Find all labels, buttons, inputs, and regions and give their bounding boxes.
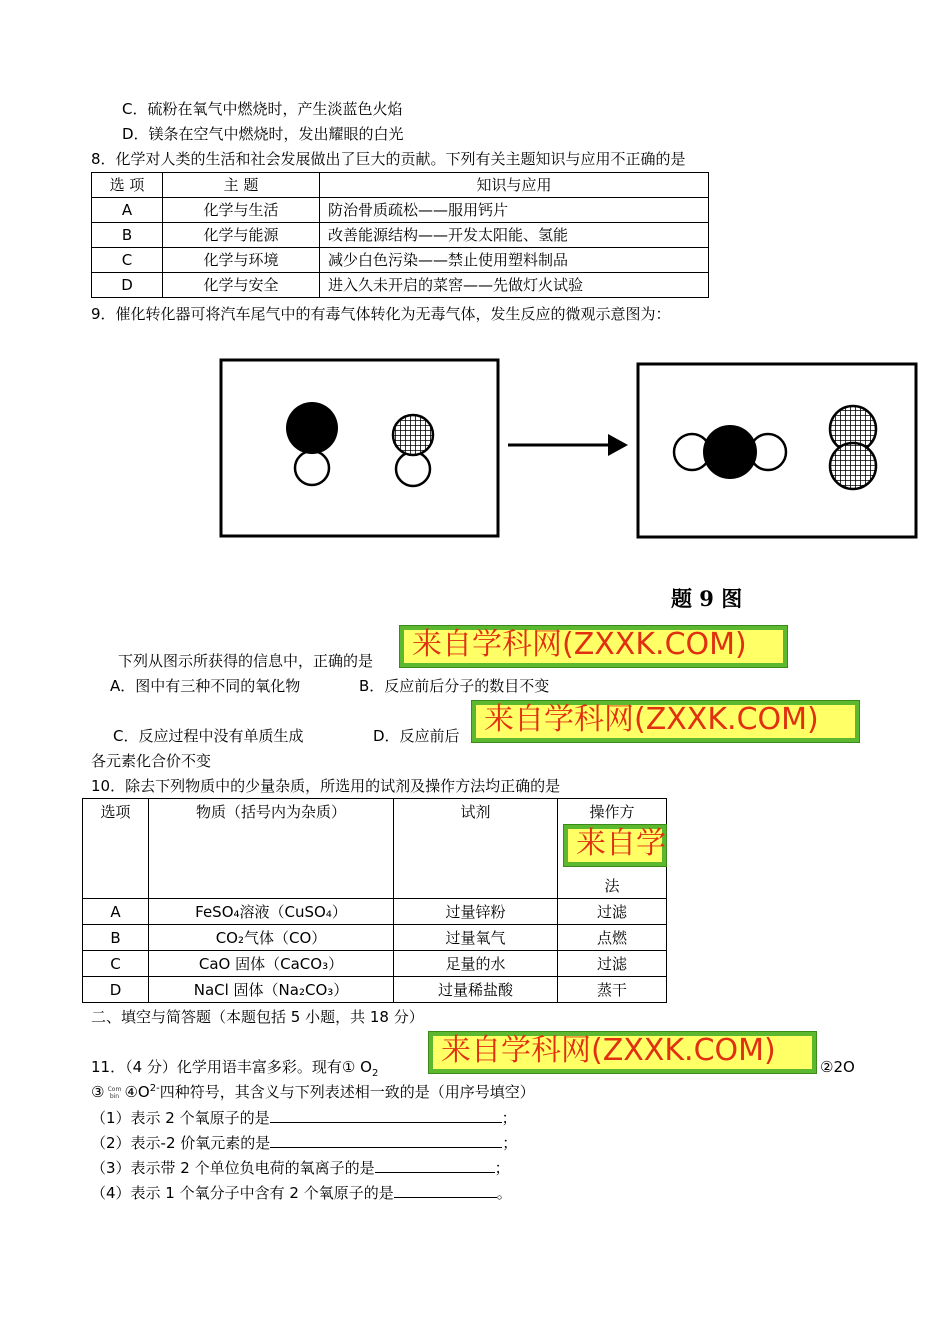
table-row xyxy=(83,925,667,951)
q10-header-operation-line1: 操作方 xyxy=(589,803,635,821)
q11-item-end: ； xyxy=(502,1134,518,1152)
table-row xyxy=(83,951,667,977)
q9-option-b: B．反应前后分子的数目不变 xyxy=(359,677,550,695)
q8-cell: C xyxy=(92,248,163,273)
answer-blank[interactable] xyxy=(394,1182,497,1198)
q10-cell: 足量的水 xyxy=(394,951,558,977)
table-row xyxy=(92,198,709,223)
q11-item-text: （3）表示带 2 个单位负电荷的氧离子的是 xyxy=(91,1159,375,1177)
q11-item-end: ； xyxy=(494,1159,510,1177)
watermark-text: 来自学科网(ZXXK.COM) xyxy=(476,705,855,738)
q10-cell: 过滤 xyxy=(558,951,667,977)
q11-item-text: （1）表示 2 个氧原子的是 xyxy=(91,1109,270,1127)
grid-atom xyxy=(393,415,433,455)
q9-option-d-continued: 各元素化合价不变 xyxy=(91,752,212,770)
watermark-text: 来自学科网(ZXXK.COM) xyxy=(404,630,783,663)
q11-item-text: （2）表示-2 价氧元素的是 xyxy=(91,1134,271,1152)
q8-header-knowledge: 知识与应用 xyxy=(320,173,709,198)
q8-cell: 防治骨质疏松——服用钙片 xyxy=(320,198,709,223)
q10-cell: 蒸干 xyxy=(558,977,667,1003)
q8-cell: B xyxy=(92,223,163,248)
q8-cell: A xyxy=(92,198,163,223)
q10-header-reagent: 试剂 xyxy=(394,799,558,899)
q8-header-option: 选 项 xyxy=(92,173,163,198)
q10-cell: FeSO₄溶液（CuSO₄） xyxy=(149,899,394,925)
q8-cell: 化学与生活 xyxy=(163,198,320,223)
q10-header-option: 选项 xyxy=(83,799,149,899)
white-atom xyxy=(295,451,329,485)
q11-item-end: ； xyxy=(501,1109,517,1127)
q11-stem xyxy=(91,1057,378,1077)
molecule-n2 xyxy=(830,406,876,489)
q11-line2-text: 四种符号，其含义与下列表述相一致的是（用序号填空） xyxy=(159,1083,535,1101)
q11-item-end: 。 xyxy=(496,1184,512,1202)
q9-option-d: D．反应前后 xyxy=(373,727,460,745)
table-row xyxy=(92,248,709,273)
black-atom xyxy=(286,402,338,454)
q8-cell: 化学与安全 xyxy=(163,273,320,298)
q10-cell: CaO 固体（CaCO₃） xyxy=(149,951,394,977)
q10-cell: D xyxy=(83,977,149,1003)
q11-item-3 xyxy=(91,1157,510,1178)
q9-question: 下列从图示所获得的信息中，正确的是 xyxy=(118,652,374,670)
q11-item-2 xyxy=(91,1132,517,1153)
q11-symbol-3: ③ xyxy=(91,1083,105,1101)
q8-cell: 减少白色污染——禁止使用塑料制品 xyxy=(320,248,709,273)
q10-cell: NaCl 固体（Na₂CO₃） xyxy=(149,977,394,1003)
q11-item-1 xyxy=(91,1107,517,1128)
q8-cell: 化学与环境 xyxy=(163,248,320,273)
white-atom xyxy=(396,452,430,486)
watermark-banner-small xyxy=(563,824,667,867)
answer-blank[interactable] xyxy=(270,1132,502,1148)
q9-figure-caption: 题 9 图 xyxy=(671,586,743,611)
q10-cell: 过滤 xyxy=(558,899,667,925)
q8-cell: 化学与能源 xyxy=(163,223,320,248)
q11-item-text: （4）表示 1 个氧分子中含有 2 个氧原子的是 xyxy=(91,1184,394,1202)
q9-option-c: C．反应过程中没有单质生成 xyxy=(113,727,304,745)
q10-cell: C xyxy=(83,951,149,977)
q10-cell: B xyxy=(83,925,149,951)
q9-option-a: A．图中有三种不同的氧化物 xyxy=(110,677,301,695)
q11-line2 xyxy=(91,1082,535,1102)
q8-cell: 改善能源结构——开发太阳能、氢能 xyxy=(320,223,709,248)
table-row xyxy=(92,273,709,298)
black-atom xyxy=(703,425,757,479)
reactant-box xyxy=(221,360,498,536)
arrow-head-icon xyxy=(608,434,628,456)
q10-cell: 过量锌粉 xyxy=(394,899,558,925)
q11-symbol-4: ④O xyxy=(124,1083,150,1101)
q10-cell: 点燃 xyxy=(558,925,667,951)
molecule-co2 xyxy=(674,425,786,479)
molecule-co xyxy=(286,402,338,485)
q7-option-c: C．硫粉在氧气中燃烧时，产生淡蓝色火焰 xyxy=(122,100,403,118)
q10-cell: A xyxy=(83,899,149,925)
grid-atom xyxy=(830,443,876,489)
section-2-heading: 二、填空与简答题（本题包括 5 小题，共 18 分） xyxy=(91,1008,424,1026)
q11-embedded-object-label: Com bin xyxy=(107,1085,122,1100)
q11-stem-text: 11．（4 分）化学用语丰富多彩。现有① O xyxy=(91,1058,372,1076)
q10-cell: 过量稀盐酸 xyxy=(394,977,558,1003)
q8-table xyxy=(91,172,709,298)
watermark-banner xyxy=(471,700,860,743)
q11-item-4 xyxy=(91,1182,512,1203)
q11-symbol-4-charge: 2- xyxy=(149,1083,160,1094)
q8-cell: D xyxy=(92,273,163,298)
q9-reaction-diagram xyxy=(205,340,925,550)
watermark-banner xyxy=(428,1031,817,1074)
q10-header-operation-line2: 法 xyxy=(604,877,620,895)
watermark-text: 来自学 xyxy=(568,829,662,862)
q9-stem: 9．催化转化器可将汽车尾气中的有毒气体转化为无毒气体，发生反应的微观示意图为： xyxy=(91,305,671,323)
q10-cell: CO₂气体（CO） xyxy=(149,925,394,951)
table-row xyxy=(83,899,667,925)
watermark-banner xyxy=(399,625,788,668)
answer-blank[interactable] xyxy=(375,1157,495,1173)
answer-blank[interactable] xyxy=(270,1107,502,1123)
q11-stem-sub: 2 xyxy=(371,1068,379,1079)
q7-option-d: D．镁条在空气中燃烧时，发出耀眼的白光 xyxy=(122,125,404,143)
q8-header-topic: 主 题 xyxy=(163,173,320,198)
q11-stem-end: ②2O xyxy=(820,1058,855,1076)
q8-cell: 进入久未开启的菜窖——先做灯火试验 xyxy=(320,273,709,298)
q10-header-substance: 物质（括号内为杂质） xyxy=(149,799,394,899)
table-row xyxy=(83,977,667,1003)
table-row xyxy=(92,223,709,248)
molecule-no xyxy=(393,415,433,486)
q10-stem: 10．除去下列物质中的少量杂质，所选用的试剂及操作方法均正确的是 xyxy=(91,777,561,795)
watermark-text: 来自学科网(ZXXK.COM) xyxy=(433,1036,812,1069)
q10-cell: 过量氧气 xyxy=(394,925,558,951)
q8-stem: 8．化学对人类的生活和社会发展做出了巨大的贡献。下列有关主题知识与应用不正确的是 xyxy=(91,150,686,168)
